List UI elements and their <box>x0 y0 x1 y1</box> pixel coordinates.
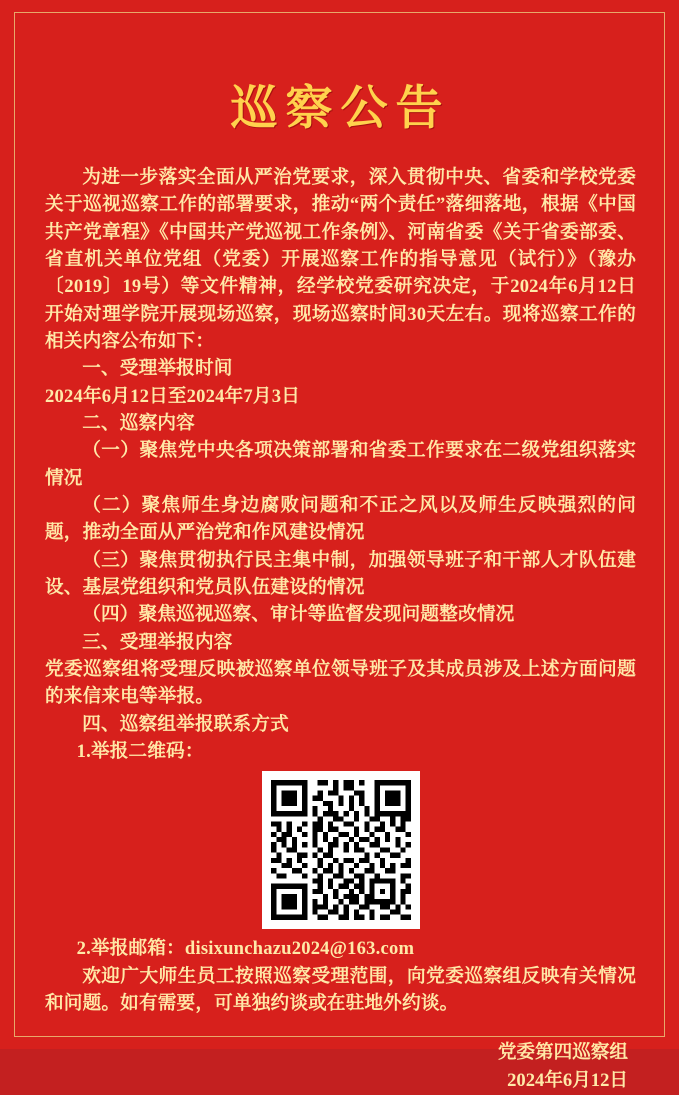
signature-block <box>45 1039 636 1095</box>
section-heading-inspection-content: 二、巡察内容 <box>82 412 195 434</box>
qr-code-container <box>45 771 636 929</box>
qr-code-label: 1.举报二维码： <box>76 740 204 762</box>
inspection-item-2: （二）聚焦师生身边腐败问题和不正之风以及师生反映强烈的问题，推动全面从严治党和作风建设情况 <box>45 494 636 544</box>
qr-code-image <box>262 771 420 929</box>
inspection-item-4: （四）聚焦巡视巡察、审计等监督发现问题整改情况 <box>82 604 515 626</box>
signature-date: 2024年6月12日 <box>507 1070 628 1092</box>
poster-content <box>45 29 636 1095</box>
announcement-body <box>45 164 636 1017</box>
paragraph-intro: 为进一步落实全面从严治党要求，深入贯彻中央、省委和学校党委关于巡视巡察工作的部署要求，推动“两个责任”落细落地，根据《中国共产党章程》《中国共产党巡视工作条例》、河南省委《关于省委部委、省直机关单位党组（党委）开展巡察工作的指导意见（试行）》（豫办〔2019〕19号）等文件精神，经学校党委研究决定，于2024年6月12日开始对理学院开展现场巡察，现场巡察时间30天左右。现将巡察工作的相关内容公布如下： <box>45 167 636 352</box>
report-email-line: 2.举报邮箱：disixunchazu2024@163.com <box>76 938 415 960</box>
poster-border-frame <box>14 12 665 1092</box>
section-heading-report-content: 三、受理举报内容 <box>82 631 233 653</box>
closing-paragraph: 欢迎广大师生员工按照巡察受理范围，向党委巡察组反映有关情况和问题。如有需要，可单独约谈或在驻地外约谈。 <box>45 965 636 1014</box>
report-content-text: 党委巡察组将受理反映被巡察单位领导班子及其成员涉及上述方面问题的来信来电等举报。 <box>45 658 636 708</box>
section-heading-report-time: 一、受理举报时间 <box>82 358 233 380</box>
inspection-item-3: （三）聚焦贯彻执行民主集中制，加强领导班子和干部人才队伍建设、基层党组织和党员队伍建设的情况 <box>45 549 636 598</box>
page-title: 巡察公告 <box>230 83 451 135</box>
signature-org: 党委第四巡察组 <box>497 1042 628 1064</box>
section-heading-contact: 四、巡察组举报联系方式 <box>82 713 289 735</box>
inspection-item-1: （一）聚焦党中央各项决策部署和省委工作要求在二级党组织落实情况 <box>45 440 636 489</box>
report-time-value: 2024年6月12日至2024年7月3日 <box>45 385 301 407</box>
